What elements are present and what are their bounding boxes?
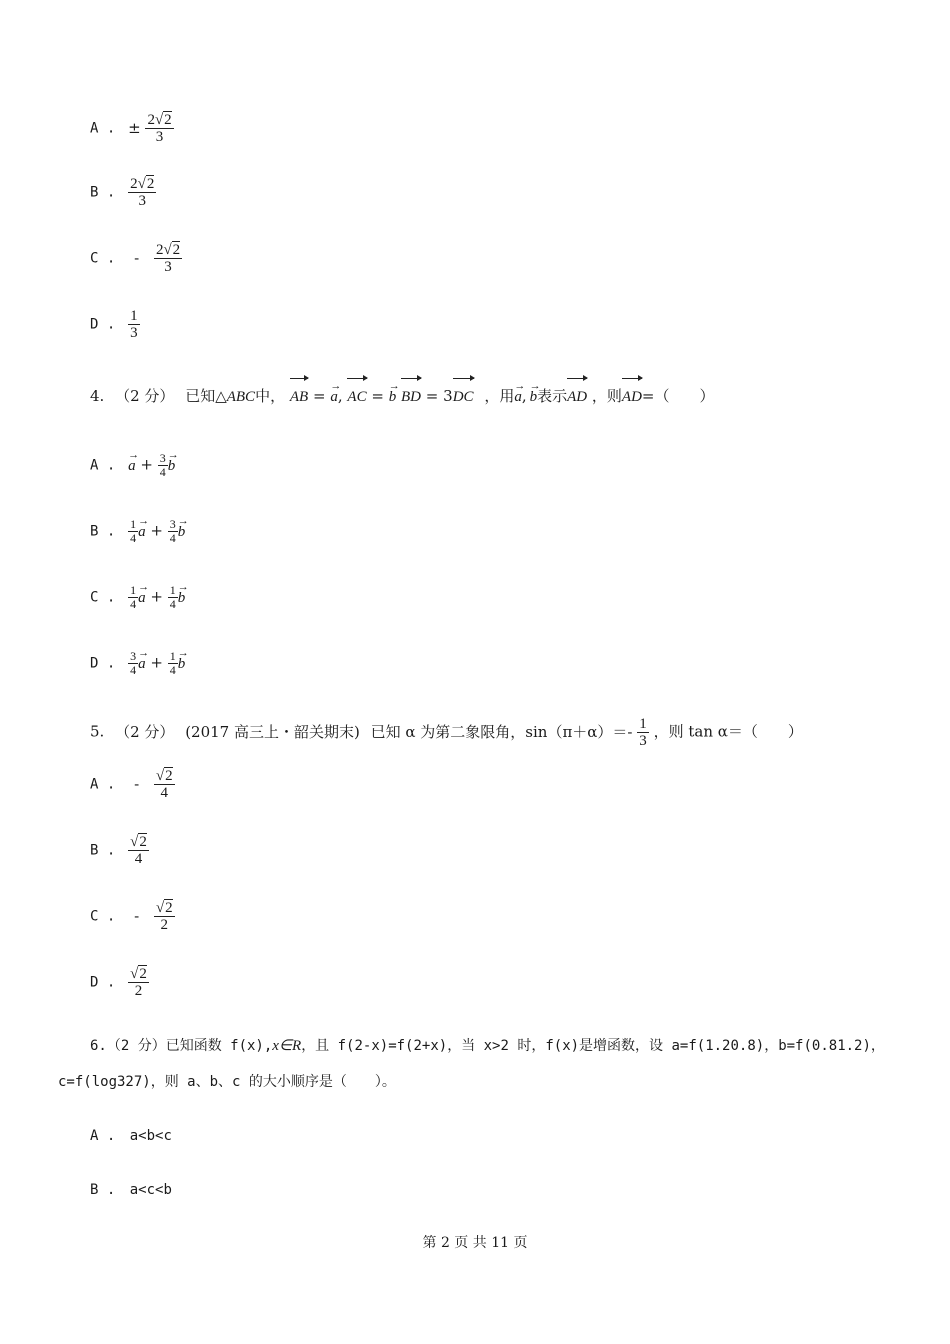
- question-number: 4.: [90, 387, 105, 405]
- fraction: $\frac{1}{4}$: [130, 583, 137, 611]
- vector-b: → b: [178, 522, 186, 542]
- option-text: a<b<c: [129, 1128, 172, 1144]
- vector-b: → b: [178, 654, 186, 674]
- fraction: $\frac{1}{4}$: [169, 649, 176, 677]
- comma: ,: [521, 387, 527, 405]
- q6-option-b[interactable]: [90, 1180, 172, 1200]
- option-label: A .: [90, 120, 116, 137]
- vector-b: → b: [178, 588, 186, 608]
- q4-option-c[interactable]: [90, 584, 185, 611]
- plus-minus-sign: ±: [128, 118, 141, 137]
- vector-a: → a: [128, 456, 136, 476]
- vector-a: → a: [514, 387, 522, 407]
- stem-text: 已知 α 为第二象限角，sin（π＋α）＝-: [370, 722, 633, 741]
- fraction: $\frac{2√2}{3}$: [147, 112, 172, 145]
- fraction: $\frac{√2}{2}$: [130, 966, 147, 999]
- vector-ac: AC: [347, 387, 366, 407]
- q4-option-d[interactable]: [90, 650, 185, 677]
- fraction: $\frac{3}{4}$: [130, 649, 137, 677]
- q3-option-c[interactable]: [90, 242, 182, 275]
- option-label: C .: [90, 908, 116, 925]
- option-text: a<c<b: [129, 1182, 172, 1198]
- domain-expression: x∈R: [272, 1038, 302, 1054]
- q5-option-d[interactable]: [90, 966, 149, 999]
- option-label: D .: [90, 316, 116, 333]
- fraction: $\frac{1}{4}$: [169, 583, 176, 611]
- answer-blank: =（ ）: [641, 387, 715, 405]
- option-label: D .: [90, 655, 116, 672]
- coefficient: 3: [443, 387, 453, 405]
- stem-text: 6.（2 分）已知函数 f(x),: [90, 1038, 273, 1054]
- fraction: $\frac{3}{4}$: [169, 517, 176, 545]
- stem-text: ，且 f(2-x)=f(2+x)，当 x>2 时，f(x)是增函数，设 a=f(1.20.8)，b=f(0.81.2)，: [301, 1038, 885, 1054]
- stem-text: c=f(log327)，则 a、b、c 的大小顺序是（ ）。: [58, 1074, 396, 1090]
- option-label: C .: [90, 250, 116, 267]
- question-number: 5.: [90, 722, 105, 741]
- q3-option-b[interactable]: [90, 176, 156, 209]
- q3-option-d[interactable]: [90, 308, 140, 341]
- fraction: $\frac{√2}{2}$: [155, 900, 173, 933]
- q5-option-a[interactable]: [90, 768, 175, 801]
- vector-a: → a: [138, 654, 146, 674]
- minus-sign: -: [134, 774, 140, 793]
- stem-text: 表示: [537, 387, 568, 405]
- option-label: B .: [90, 1182, 116, 1198]
- q4-option-b[interactable]: [90, 518, 185, 545]
- option-label: B .: [90, 184, 116, 201]
- vector-a: → a: [138, 522, 146, 542]
- option-label: C .: [90, 589, 116, 606]
- question-score: （2 分）: [115, 387, 175, 405]
- q5-option-b[interactable]: [90, 834, 149, 867]
- page-footer: 第 2 页 共 11 页: [422, 1235, 528, 1251]
- option-label: B .: [90, 842, 116, 859]
- option-label: A .: [90, 1128, 116, 1144]
- q6-option-a[interactable]: [90, 1126, 172, 1146]
- minus-sign: -: [134, 906, 140, 925]
- vector-a: → a: [138, 588, 146, 608]
- fraction: $\frac{3}{4}$: [159, 451, 166, 479]
- fraction: $\frac{√2}{4}$: [130, 834, 147, 867]
- fraction: $\frac{2√2}{3}$: [130, 176, 155, 209]
- plus-sign: +: [150, 587, 163, 606]
- vector-b: → b: [530, 387, 538, 407]
- fraction: $\frac{2√2}{3}$: [155, 242, 181, 275]
- q6-stem-line-1: [90, 1036, 885, 1056]
- option-label: D .: [90, 974, 116, 991]
- q5-option-c[interactable]: [90, 900, 175, 933]
- stem-text: ，则: [591, 387, 622, 405]
- vector-ab: AB: [290, 387, 308, 407]
- vector-bd: BD: [401, 387, 421, 407]
- stem-text: 已知△: [185, 387, 227, 405]
- q6-stem-line-2: [58, 1072, 396, 1092]
- option-label: A .: [90, 457, 116, 474]
- q3-option-a[interactable]: [90, 112, 174, 145]
- q4-stem: [90, 386, 715, 407]
- fraction: $\frac{1}{3}$: [130, 308, 138, 341]
- option-label: A .: [90, 776, 116, 793]
- vector-b: → b: [389, 387, 397, 407]
- equals-sign: =: [425, 387, 439, 405]
- minus-sign: -: [134, 248, 140, 267]
- q4-option-a[interactable]: [90, 452, 175, 479]
- stem-text: 中，: [255, 387, 286, 405]
- q5-stem: [90, 716, 803, 749]
- question-score: （2 分）: [115, 722, 175, 741]
- fraction: $\frac{1}{3}$: [639, 716, 647, 749]
- plus-sign: +: [150, 653, 163, 672]
- plus-sign: +: [150, 521, 163, 540]
- vector-ad: AD: [622, 387, 642, 407]
- stem-text: ，用: [484, 387, 515, 405]
- vector-dc: DC: [453, 387, 474, 407]
- fraction: $\frac{1}{4}$: [130, 517, 137, 545]
- triangle-name: ABC: [226, 389, 256, 405]
- fraction: $\frac{√2}{4}$: [155, 768, 173, 801]
- equals-sign: =: [371, 387, 384, 405]
- plus-sign: +: [140, 455, 153, 474]
- vector-a: → a: [330, 387, 338, 407]
- question-source: (2017 高三上・韶关期末): [185, 722, 360, 741]
- comma: ,: [337, 387, 343, 405]
- vector-ad: AD: [567, 387, 587, 407]
- stem-text: ，则 tan α＝（ ）: [653, 722, 803, 741]
- vector-b: → b: [168, 456, 176, 476]
- option-label: B .: [90, 523, 116, 540]
- equals-sign: =: [312, 387, 326, 405]
